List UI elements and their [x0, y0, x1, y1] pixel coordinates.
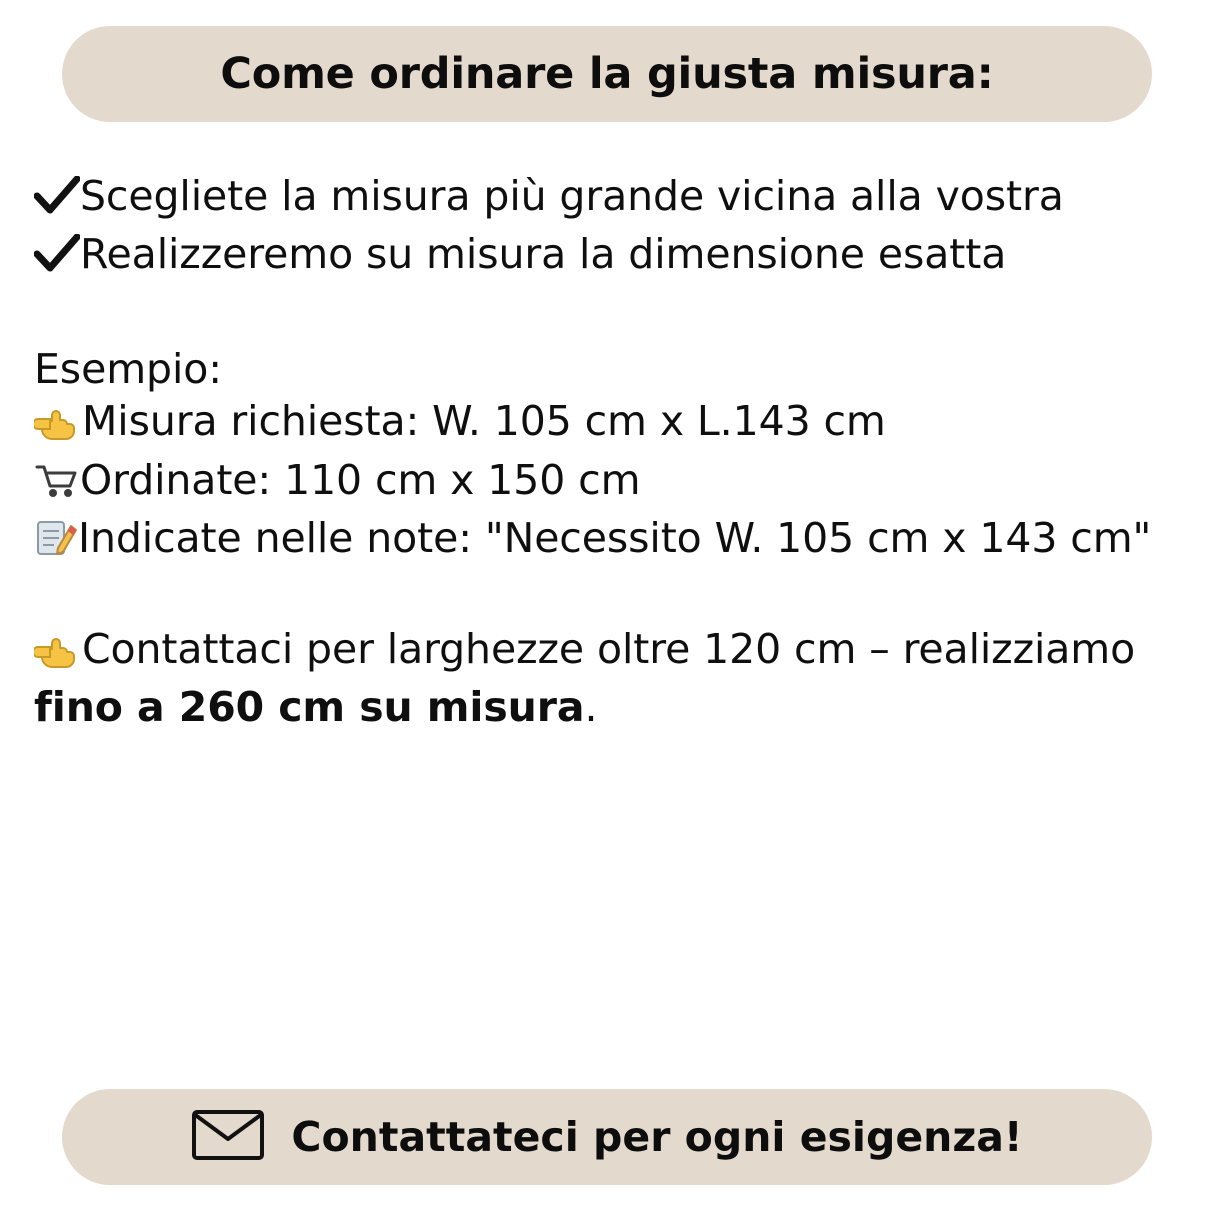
- footer-banner[interactable]: [62, 1089, 1152, 1185]
- contact-note-highlight: fino a 260 cm su misura: [34, 683, 585, 732]
- envelope-icon: [191, 1109, 265, 1165]
- check-mark-icon: [34, 234, 80, 286]
- contact-note: [34, 623, 1194, 734]
- example-text-requested: Misura richiesta: W. 105 cm x L.143 cm: [82, 397, 886, 446]
- check-mark-icon: [34, 176, 80, 228]
- pointing-hand-icon: [34, 629, 82, 681]
- instruction-row-2: [34, 228, 1194, 286]
- example-row-note: [34, 512, 1194, 570]
- instruction-text-2: Realizzeremo su misura la dimensione esatta: [80, 230, 1007, 279]
- footer-cta-label: Contattateci per ogni esigenza!: [291, 1113, 1023, 1161]
- example-row-requested: [34, 395, 1194, 453]
- instruction-text-1: Scegliete la misura più grande vicina alla vostra: [80, 172, 1064, 220]
- pointing-hand-icon: [34, 401, 82, 453]
- spacer: [34, 571, 1194, 623]
- shopping-cart-icon: [34, 460, 80, 512]
- instructions-block: [34, 170, 1194, 734]
- memo-pencil-icon: [34, 518, 78, 570]
- page-title: Come ordinare la giusta misura:: [220, 49, 994, 99]
- example-text-note: Indicate nelle note: "Necessito W. 105 cm x 143 cm": [78, 514, 1152, 563]
- spacer: [34, 287, 1194, 343]
- contact-note-suffix: .: [584, 683, 598, 732]
- header-banner: [62, 26, 1152, 122]
- example-text-order: Ordinate: 110 cm x 150 cm: [80, 455, 641, 504]
- example-row-order: [34, 454, 1194, 512]
- example-label: Esempio:: [34, 344, 222, 393]
- instruction-row-1: [34, 170, 1194, 228]
- contact-note-text: Contattaci per larghezze oltre 120 cm – realizziamo: [82, 624, 1136, 673]
